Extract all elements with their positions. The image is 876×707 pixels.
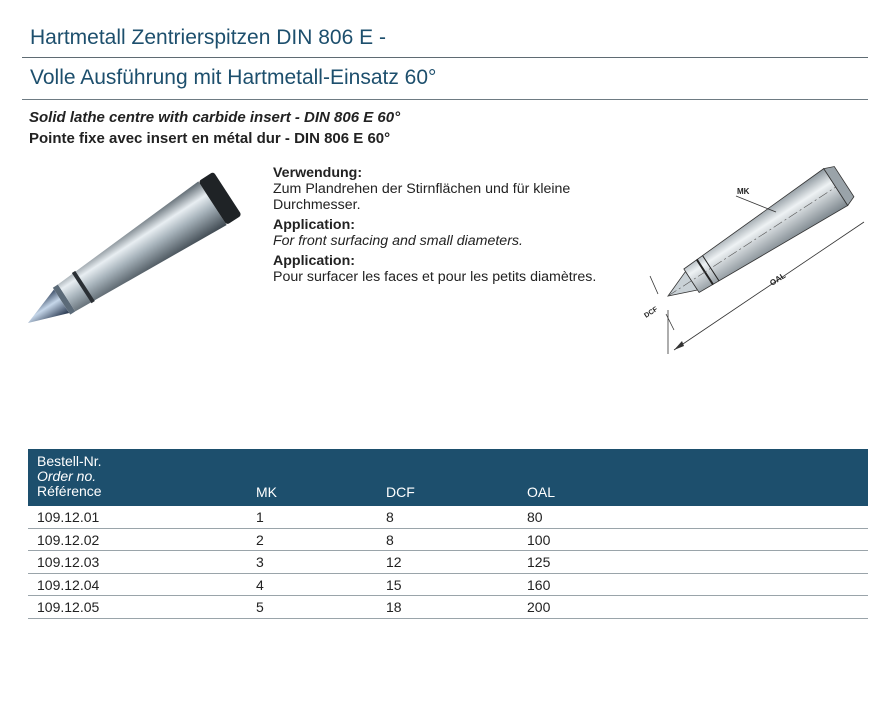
cell-dcf: 15 — [386, 576, 402, 593]
cell-mk: 5 — [256, 599, 264, 615]
product-photo — [24, 165, 254, 330]
cell-ref: 109.12.03 — [37, 554, 100, 570]
usage-text-en: For front surfacing and small diameters. — [273, 233, 523, 249]
cell-oal: 80 — [527, 509, 543, 525]
title-divider — [22, 57, 868, 58]
cell-ref: 109.12.04 — [37, 576, 100, 593]
cell-dcf: 18 — [386, 599, 402, 615]
cell-oal: 160 — [527, 576, 551, 593]
cell-oal: 200 — [527, 599, 551, 615]
header-ref-en: Order no. — [37, 468, 97, 484]
usage-heading-fr: Application: — [273, 253, 355, 269]
cell-mk: 1 — [256, 509, 264, 525]
subtitle-english: Solid lathe centre with carbide insert - DIN 806 E 60° — [29, 109, 401, 126]
subtitle-divider — [22, 99, 868, 100]
cell-mk: 3 — [256, 554, 264, 570]
cell-oal: 125 — [527, 554, 551, 570]
header-ref-de: Bestell-Nr. — [37, 453, 102, 469]
subtitle-french: Pointe fixe avec insert en métal dur - DIN 806 E 60° — [29, 130, 391, 147]
cell-dcf: 8 — [386, 509, 394, 525]
table-body — [28, 506, 868, 619]
table-row — [28, 529, 868, 552]
cell-ref: 109.12.01 — [37, 509, 100, 525]
cell-mk: 4 — [256, 576, 264, 593]
usage-text-fr: Pour surfacer les faces et pour les petits diamètres. — [273, 269, 597, 285]
header-order-number — [37, 454, 102, 499]
drawing-label-oal: OAL — [768, 270, 788, 288]
cell-dcf: 12 — [386, 554, 402, 570]
order-table — [28, 449, 868, 619]
cell-mk: 2 — [256, 531, 264, 548]
table-header — [28, 449, 868, 506]
page-title: Hartmetall Zentrierspitzen DIN 806 E - — [30, 26, 386, 49]
table-row — [28, 551, 868, 574]
drawing-label-mk: MK — [737, 187, 750, 196]
header-mk: MK — [256, 484, 277, 500]
usage-text-de: Zum Plandrehen der Stirnflächen und für kleine Durchmesser. — [273, 181, 571, 213]
cell-dcf: 8 — [386, 531, 394, 548]
drawing-label-dcf: DCF — [643, 305, 660, 320]
cell-oal: 100 — [527, 531, 551, 548]
table-row — [28, 574, 868, 597]
cell-ref: 109.12.02 — [37, 531, 100, 548]
table-row — [28, 596, 868, 619]
page-subtitle: Volle Ausführung mit Hartmetall-Einsatz 60° — [30, 66, 437, 89]
cell-ref: 109.12.05 — [37, 599, 100, 615]
header-dcf: DCF — [386, 484, 415, 500]
header-oal: OAL — [527, 484, 556, 500]
table-row — [28, 506, 868, 529]
header-ref-fr: Référence — [37, 483, 102, 499]
usage-heading-de: Verwendung: — [273, 165, 363, 181]
usage-description — [273, 165, 603, 289]
usage-heading-en: Application: — [273, 217, 355, 233]
technical-drawing — [636, 160, 876, 360]
